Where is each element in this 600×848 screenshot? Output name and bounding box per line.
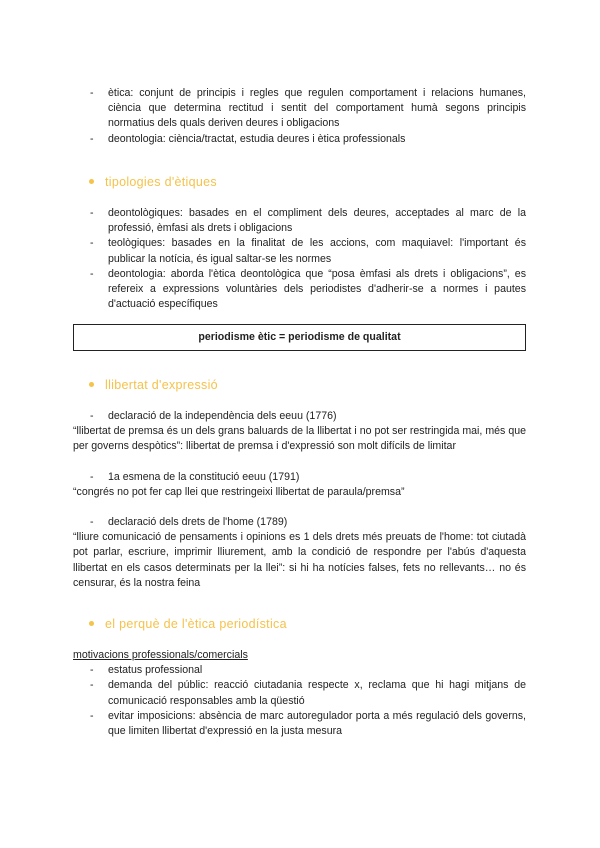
bullet-icon (89, 179, 94, 184)
perque-block (73, 648, 526, 739)
list-item: - teològiques: basades en la finalitat de les accions, com maquiavel: l'important és publicar la notícia, és igual saltar-se les normes (73, 236, 526, 266)
list-item: - declaració de la independència dels eeuu (1776) (73, 409, 526, 424)
highlight-box: periodisme ètic = periodisme de qualitat (73, 324, 526, 351)
list-item: - estatus professional (73, 663, 526, 678)
list-item: - declaració dels drets de l'home (1789) (73, 515, 526, 530)
definitions-list (73, 86, 526, 147)
bullet-icon (89, 621, 94, 626)
section-heading: llibertat d'expressió (89, 378, 218, 392)
section-heading: el perquè de l'ètica periodística (89, 617, 287, 631)
llibertat-block-3 (73, 515, 526, 591)
quote-text: “llibertat de premsa és un dels grans baluards de la llibertat i no pot ser restringida mai, més que per governs despòtics”: llibertat de premsa i d'expressió son molt difícils de limitar (73, 425, 526, 453)
quote-text: “lliure comunicació de pensaments i opinions es 1 dels drets més preuats de l'home: tot ciutadà pot parlar, escriure, imprimir lliurement, amb la condició de respondre per l'abús d'aquesta llibertat en els casos determinats per la llei”: si hi ha notícies falses, fets no rellevants… no és censurar, és la nostra feina (73, 531, 526, 589)
list-item: - evitar imposicions: absència de marc autoregulador porta a més regulació dels governs, que limiten llibertat d'expressió en la justa mesura (73, 709, 526, 739)
section-heading: tipologies d'ètiques (89, 175, 217, 189)
list-item: - ètica: conjunt de principis i regles que regulen comportament i relacions humanes, ciència que determina rectitud i sentit del comportament humà segons principis normatius dels quals deriven deures i obligacions (73, 86, 526, 132)
tipologies-list (73, 206, 526, 312)
subheading: motivacions professionals/comercials (73, 649, 248, 661)
llibertat-block-1 (73, 409, 526, 455)
list-item: - deontològiques: basades en el compliment dels deures, acceptades al marc de la professió, èmfasi als drets i obligacions (73, 206, 526, 236)
list-item: - deontologia: aborda l'ètica deontològica que “posa èmfasi als drets i obligacions”, es refereix a expressions voluntàries dels periodistes d'adherir-se a normes i pautes d'actuació específiques (73, 267, 526, 313)
list-item: - deontologia: ciència/tractat, estudia deures i ètica professionals (73, 132, 526, 147)
bullet-icon (89, 382, 94, 387)
llibertat-block-2 (73, 470, 526, 500)
quote-text: “congrés no pot fer cap llei que restringeixi llibertat de paraula/premsa” (73, 486, 405, 499)
list-item: - demanda del públic: reacció ciutadania respecte x, reclama que hi hagi mitjans de comunicació responsables amb la qüestió (73, 678, 526, 708)
list-item: - 1a esmena de la constitució eeuu (1791) (73, 470, 526, 485)
